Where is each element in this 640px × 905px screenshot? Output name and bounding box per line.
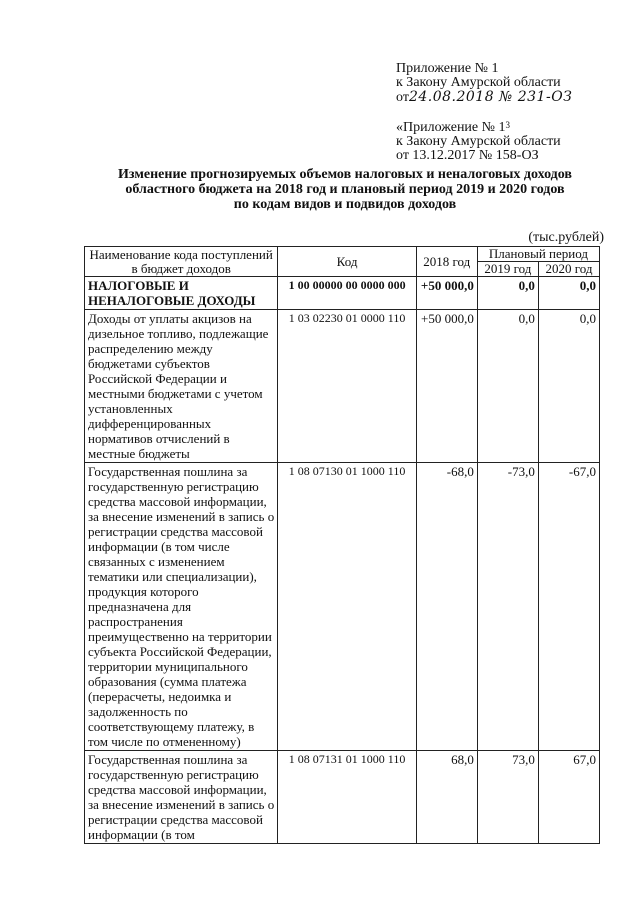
law-date-line: от24.08.2018 № 231-ОЗ [396, 89, 573, 105]
row-2019: 0,0 [477, 310, 538, 463]
row-code: 1 00 00000 00 0000 000 [278, 277, 416, 310]
document-title: Изменение прогнозируемых объемов налоговых и неналоговых доходов областного бюджета на 2018 год и плановый период 2019 и 2020 годов по кодам видов и подвидов доходов [118, 167, 572, 212]
table-row [85, 310, 600, 463]
row-2018: 68,0 [416, 751, 477, 844]
row-2018: -68,0 [416, 463, 477, 751]
units-label: (тыс.рублей) [528, 230, 604, 245]
row-2019: 73,0 [477, 751, 538, 844]
law-reference: к Закону Амурской области [396, 75, 561, 90]
appendix-number: Приложение № 1 [396, 61, 499, 76]
header-name: Наименование кода поступлений в бюджет доходов [85, 247, 278, 277]
amended-law-date: от 13.12.2017 № 158-ОЗ [396, 148, 539, 163]
row-name: Доходы от уплаты акцизов на дизельное топливо, подлежащие распределению между бюджетами субъектов Российской Федерации и местными бюджетами с учетом установленных дифференцированных нормативов отчислений в местные бюджеты [85, 310, 278, 463]
row-2019: -73,0 [477, 463, 538, 751]
header-code: Код [278, 247, 416, 277]
row-2019: 0,0 [477, 277, 538, 310]
appendix-header [396, 62, 572, 105]
row-name: НАЛОГОВЫЕ И НЕНАЛОГОВЫЕ ДОХОДЫ [85, 277, 278, 310]
header-plan-period: Плановый период [477, 247, 599, 262]
amended-appendix-number: «Приложение № $1^3$ [396, 120, 510, 135]
amended-appendix-header [396, 121, 561, 163]
row-2020: 0,0 [538, 310, 599, 463]
row-name: Государственная пошлина за государственную регистрацию средства массовой информации, за внесение изменений в запись о регистрации средства массовой информации (в том [85, 751, 278, 844]
table-row [85, 751, 600, 844]
handwritten-date: 24.08.2018 № 231-ОЗ [408, 89, 573, 105]
table-row [85, 277, 600, 310]
row-code: 1 08 07130 01 1000 110 [278, 463, 416, 751]
row-2018: +50 000,0 [416, 277, 477, 310]
header-2020: 2020 год [538, 262, 599, 277]
row-2020: -67,0 [538, 463, 599, 751]
revenue-table [84, 246, 600, 844]
row-code: 1 08 07131 01 1000 110 [278, 751, 416, 844]
table-row [85, 463, 600, 751]
row-2020: 67,0 [538, 751, 599, 844]
row-name: Государственная пошлина за государственную регистрацию средства массовой информации, за внесение изменений в запись о регистрации средства массовой информации (в том числе связанных с изменением тематики или специализации), продукция которого предназначена для распространения преимущественно на территории субъекта Российской Федерации, территории муниципального образования (сумма платежа (перерасчеты, недоимка и задолженность по соответствующему платежу, в том числе по отмененному) [85, 463, 278, 751]
row-code: 1 03 02230 01 0000 110 [278, 310, 416, 463]
header-2019: 2019 год [477, 262, 538, 277]
row-2020: 0,0 [538, 277, 599, 310]
header-2018: 2018 год [416, 247, 477, 277]
row-2018: +50 000,0 [416, 310, 477, 463]
amended-law-reference: к Закону Амурской области [396, 134, 561, 149]
